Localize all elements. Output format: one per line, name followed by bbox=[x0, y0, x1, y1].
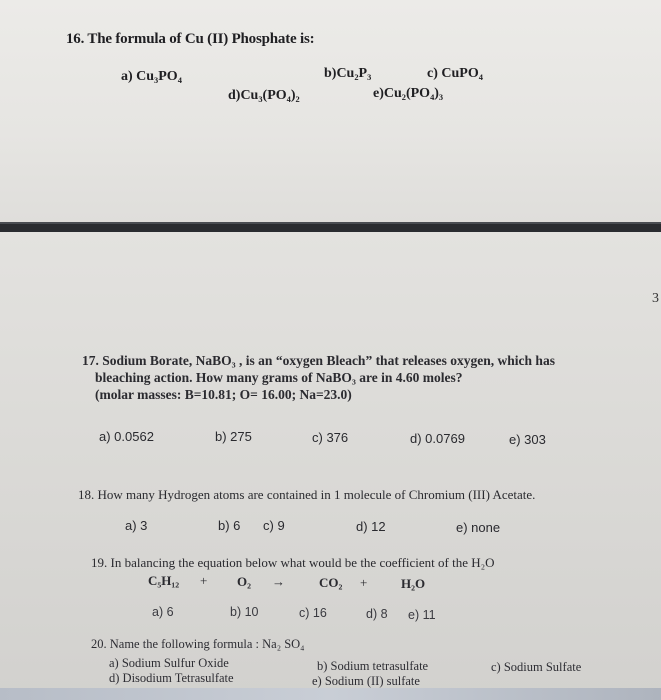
q17-line-1: 17. Sodium Borate, NaBO₃ , is an “oxygen Bleach” that releases oxygen, which has bbox=[82, 353, 555, 368]
worksheet-bottom-page bbox=[0, 232, 661, 700]
bottom-edge-strip bbox=[0, 688, 661, 700]
q16-option-e: e)Cu₂(PO₄)₃ bbox=[373, 86, 444, 101]
q19-option-c: c) 16 bbox=[299, 606, 327, 620]
q17-option-c: c) 376 bbox=[312, 430, 349, 445]
q19-reactant-pentane: C₅H₁₂ bbox=[148, 573, 180, 588]
q19-option-e: e) 11 bbox=[408, 608, 436, 622]
q20-option-d: d) Disodium Tetrasulfate bbox=[109, 671, 234, 685]
q18-option-e: e) none bbox=[456, 520, 501, 535]
q20-option-a: a) Sodium Sulfur Oxide bbox=[109, 656, 229, 670]
q16-option-c: c) CuPO₄ bbox=[427, 66, 483, 81]
q16-option-b: b)Cu₂P₃ bbox=[324, 66, 372, 81]
q18-option-b: b) 6 bbox=[218, 518, 241, 533]
q19-product-co2: CO₂ bbox=[319, 575, 343, 590]
q16-option-d: d)Cu₃(PO₄)₂ bbox=[228, 88, 300, 103]
q16-question: 16. The formula of Cu (II) Phosphate is: bbox=[66, 31, 315, 47]
q19-product-water: H₂O bbox=[401, 576, 426, 591]
q19-question: 19. In balancing the equation below what would be the coefficient of the H₂O bbox=[91, 555, 495, 570]
page-divider bbox=[0, 222, 661, 232]
q18-option-d: d) 12 bbox=[356, 519, 386, 534]
q18-question: 18. How many Hydrogen atoms are contained in 1 molecule of Chromium (III) Acetate. bbox=[78, 487, 536, 502]
q20-question: 20. Name the following formula : Na₂ SO₄ bbox=[91, 637, 305, 651]
q16-option-a: a) Cu₃PO₄ bbox=[121, 69, 182, 84]
q18-option-a: a) 3 bbox=[125, 518, 148, 533]
q17-line-3: (molar masses: B=10.81; O= 16.00; Na=23.0) bbox=[95, 387, 352, 402]
q20-option-b: b) Sodium tetrasulfate bbox=[317, 659, 429, 673]
q19-plus-2: + bbox=[360, 575, 368, 590]
q17-option-e: e) 303 bbox=[509, 432, 546, 447]
q19-plus-1: + bbox=[200, 573, 208, 588]
q17-option-a: a) 0.0562 bbox=[99, 429, 154, 444]
q20-option-e: e) Sodium (II) sulfate bbox=[312, 674, 420, 688]
q18-option-c: c) 9 bbox=[263, 518, 285, 533]
q19-reaction-arrow: → bbox=[272, 574, 285, 589]
page-number-marker: 3 bbox=[652, 291, 659, 306]
q17-option-b: b) 275 bbox=[215, 429, 252, 444]
q19-option-a: a) 6 bbox=[152, 605, 174, 619]
q20-option-c: c) Sodium Sulfate bbox=[491, 660, 582, 674]
q19-option-b: b) 10 bbox=[230, 605, 259, 619]
q19-reactant-oxygen: O₂ bbox=[237, 574, 252, 589]
q19-option-d: d) 8 bbox=[366, 607, 388, 621]
q17-option-d: d) 0.0769 bbox=[410, 431, 465, 446]
q17-line-2: bleaching action. How many grams of NaBO₃ are in 4.60 moles? bbox=[95, 370, 463, 385]
